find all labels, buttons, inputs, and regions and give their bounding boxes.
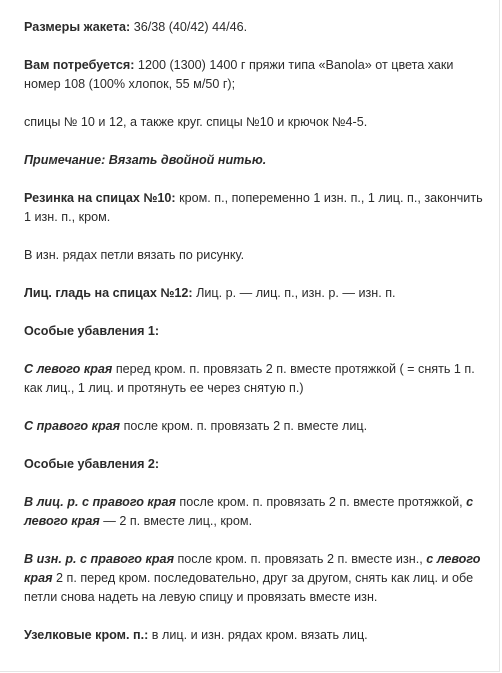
dec2-rs-left-text: — 2 п. вместе лиц., кром. bbox=[99, 514, 253, 528]
rib-label: Резинка на спицах №10: bbox=[24, 191, 176, 205]
paragraph-stockinette bbox=[24, 284, 485, 303]
wrong-side-text: В изн. рядах петли вязать по рисунку. bbox=[24, 248, 245, 262]
dec2-ws-label: В изн. р. с правого края bbox=[24, 552, 174, 566]
paragraph-dec1-left bbox=[24, 360, 485, 398]
dec1-right-text: после кром. п. провязать 2 п. вместе лиц. bbox=[120, 419, 368, 433]
dec2-rs-left-label: с левого края bbox=[24, 495, 474, 528]
dec2-ws-left-label: с левого края bbox=[24, 552, 481, 585]
paragraph-selvedge bbox=[24, 626, 485, 645]
dec1-left-label: С левого края bbox=[24, 362, 113, 376]
selvedge-label: Узелковые кром. п.: bbox=[24, 628, 149, 642]
sizes-value: 36/38 (40/42) 44/46. bbox=[130, 20, 248, 34]
stockinette-label: Лиц. гладь на спицах №12: bbox=[24, 286, 193, 300]
paragraph-sizes bbox=[24, 18, 485, 37]
decreases-2-heading: Особые убавления 2: bbox=[24, 457, 160, 471]
materials-label: Вам потребуется: bbox=[24, 58, 135, 72]
paragraph-wrong-side bbox=[24, 246, 485, 265]
dec2-rs-text: после кром. п. провязать 2 п. вместе протяжкой, bbox=[175, 495, 463, 509]
rib-value: кром. п., попеременно 1 изн. п., 1 лиц. п., закончить 1 изн. п., кром. bbox=[24, 191, 483, 224]
needles-text: спицы № 10 и 12, а также круг. спицы №10 и крючок №4-5. bbox=[24, 115, 368, 129]
heading-decreases-2 bbox=[24, 455, 485, 474]
paragraph-dec1-right bbox=[24, 417, 485, 436]
dec2-ws-left-text: 2 п. перед кром. последовательно, друг за другом, снять как лиц. и обе петли снова надеть на левую спицу и провязать вместе изн. bbox=[24, 571, 474, 604]
sizes-label: Размеры жакета: bbox=[24, 20, 131, 34]
dec1-right-label: С правого края bbox=[24, 419, 121, 433]
heading-decreases-1 bbox=[24, 322, 485, 341]
selvedge-value: в лиц. и изн. рядах кром. вязать лиц. bbox=[148, 628, 368, 642]
paragraph-materials bbox=[24, 56, 485, 94]
paragraph-rib bbox=[24, 189, 485, 227]
paragraph-needles bbox=[24, 113, 485, 132]
dec2-ws-text: после кром. п. провязать 2 п. вместе изн., bbox=[173, 552, 423, 566]
dec2-rs-label: В лиц. р. с правого края bbox=[24, 495, 176, 509]
paragraph-dec2-ws bbox=[24, 550, 485, 607]
paragraph-note bbox=[24, 151, 485, 170]
paragraph-dec2-rs bbox=[24, 493, 485, 531]
dec1-left-text: перед кром. п. провязать 2 п. вместе протяжкой ( = снять 1 п. как лиц., 1 лиц. и протянуть ее через снятую п.) bbox=[24, 362, 475, 395]
decreases-1-heading: Особые убавления 1: bbox=[24, 324, 160, 338]
note-text: Примечание: Вязать двойной нитью. bbox=[24, 153, 267, 167]
stockinette-value: Лиц. р. — лиц. п., изн. р. — изн. п. bbox=[192, 286, 396, 300]
materials-value: 1200 (1300) 1400 г пряжи типа «Banola» от цвета хаки номер 108 (100% хлопок, 55 м/50 г); bbox=[24, 58, 454, 91]
